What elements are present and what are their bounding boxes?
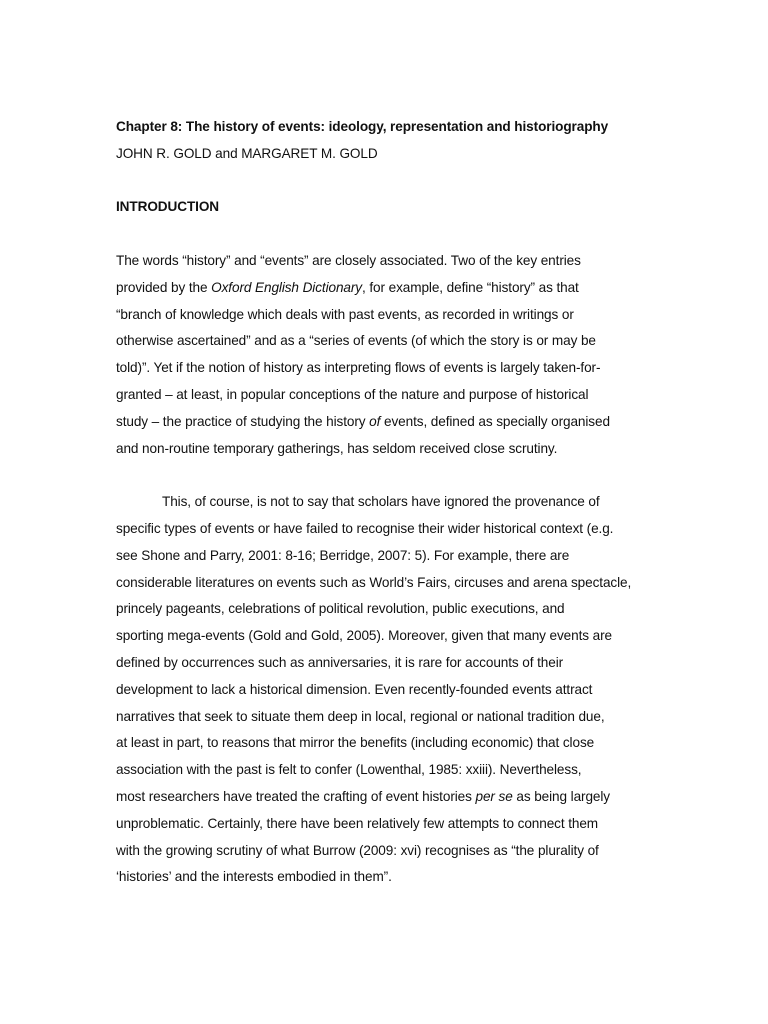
paragraph-2 [116,489,661,891]
paragraph-line: at least in part, to reasons that mirror the benefits (including economic) that close [116,735,595,751]
paragraph-line: princely pageants, celebrations of political revolution, public executions, and [116,601,565,617]
paragraph-line: sporting mega-events (Gold and Gold, 2005). Moreover, given that many events are [116,628,612,644]
text-run: study – the practice of studying the history [116,413,370,429]
paragraph-line: development to lack a historical dimension. Even recently-founded events attract [116,681,593,697]
paragraph-line: “branch of knowledge which deals with past events, as recorded in writings or [116,306,574,322]
paragraph-line [116,784,661,811]
authors-line: JOHN R. GOLD and MARGARET M. GOLD [116,145,378,161]
text-run: provided by the [116,279,212,295]
paragraph-line [116,275,661,302]
paragraph-line: The words “history” and “events” are closely associated. Two of the key entries [116,252,581,268]
chapter-title: Chapter 8: The history of events: ideology, representation and historiography [116,119,609,134]
paragraph-line: granted – at least, in popular conceptions of the nature and purpose of historical [116,386,589,402]
paragraph-line: defined by occurrences such as anniversaries, it is rare for accounts of their [116,654,564,670]
text-run: , for example, define “history” as that [362,279,579,295]
paragraph-line: with the growing scrutiny of what Burrow (2009: xvi) recognises as “the plurality of [116,842,599,858]
spacer [116,462,661,489]
text-run: as being largely [512,788,610,804]
italic-word: of [369,413,381,429]
document-body [116,114,661,891]
paragraph-line: specific types of events or have failed to recognise their wider historical context (e.g. [116,520,614,536]
text-run: most researchers have treated the crafting of event histories [116,788,476,804]
italic-title: Oxford English Dictionary [211,279,363,295]
paragraph-line: and non-routine temporary gatherings, has seldom received close scrutiny. [116,440,558,456]
section-heading: INTRODUCTION [116,199,220,215]
paragraph-1 [116,248,661,462]
paragraph-line: ‘histories’ and the interests embodied in them”. [116,869,392,885]
spacer [116,168,661,195]
text-run: events, defined as specially organised [380,413,610,429]
paragraph-line [116,409,661,436]
paragraph-line: considerable literatures on events such as World’s Fairs, circuses and arena spectacle, [116,574,632,590]
paragraph-line: unproblematic. Certainly, there have been relatively few attempts to connect them [116,815,599,831]
paragraph-line: narratives that seek to situate them deep in local, regional or national tradition due, [116,708,605,724]
paragraph-line: see Shone and Parry, 2001: 8-16; Berridge, 2007: 5). For example, there are [116,547,570,563]
italic-phrase: per se [475,788,513,804]
paragraph-line: association with the past is felt to confer (Lowenthal, 1985: xxiii). Nevertheless, [116,762,582,778]
paragraph-line: told)”. Yet if the notion of history as interpreting flows of events is largely taken-for- [116,360,601,376]
spacer [116,221,661,248]
paragraph-line: This, of course, is not to say that scholars have ignored the provenance of [162,494,600,510]
paragraph-line: otherwise ascertained” and as a “series of events (of which the story is or may be [116,333,596,349]
